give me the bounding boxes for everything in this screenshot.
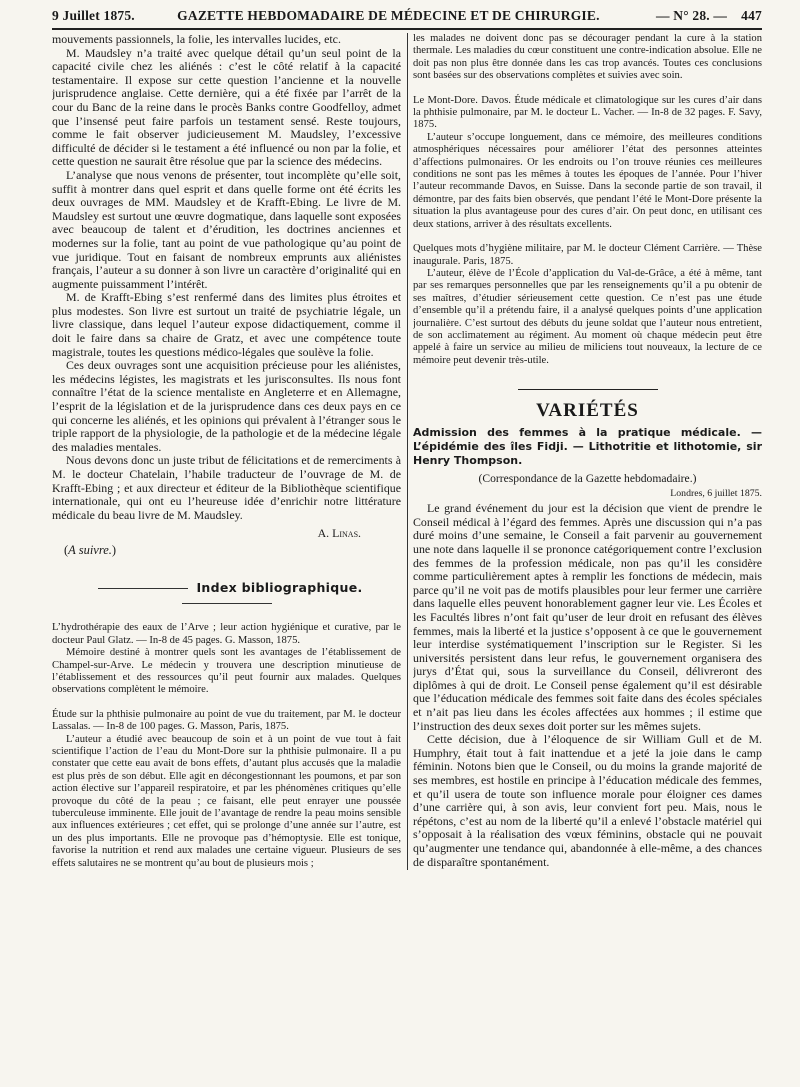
- bib-entry-text: Mémoire destiné à montrer quels sont les avantages de l’établissement de Champel-sur-Arve. Le médecin y trouvera une description minutieuse de l’établissement et des ressources qu’il peut fournir aux malades. Quelques observations complètent le mémoire.: [52, 647, 401, 696]
- column-divider: [407, 33, 408, 870]
- paragraph: mouvements passionnels, la folie, les intervalles lucides, etc.: [52, 33, 341, 46]
- bibliography: [52, 622, 401, 870]
- varietes-subheading: Admission des femmes à la pratique médicale. — L’épidémie des îles Fidji. — Lithotritie et lithotomie, sir Henry Thompson.: [413, 426, 762, 468]
- paragraph: M. Maudsley n’a traité avec quelque détail qu’un seul point de la capacité civile chez les aliénés : c’est le côté relatif à la capacité testamentaire. Il expose sur cette question l’ancienne et la nouvelle jurisprudence anglaise. Cette dernière, qui a été fixée par l’arrêt de la cour du Banc de la reine dans le procès Banks contre Goodfelloy, admet que l’insensé peut faire parfois un testament sensé. Reste toujours, comme le fait observer judicieusement M. Maudsley, l’excessive difficulté de décider si le testament a été influencé ou non par la folie, et cette question ne saurait être résolue que par la science des médecins.: [52, 45, 401, 169]
- issue-number: — N° 28. —: [655, 8, 728, 23]
- to-be-continued: ( A suivre. ): [52, 543, 401, 558]
- paragraph: Ces deux ouvrages sont une acquisition précieuse pour les aliénistes, les médecins légistes, les magistrats et les jurisconsultes. Ils nous font connaître l’état de la science mentaliste en Angleterre et en Allemagne, l’esprit de la législation et de la jurisprudence dans ces deux pays en ce qui concerne les aliénés, et les opinions qui prévalent à l’étranger sous le triple rapport de la physiologie, de la pathologie et de la médecine légale des maladies mentales.: [52, 358, 401, 454]
- paragraph: Nous devons donc un juste tribut de félicitations et de remerciments à M. le docteur Chatelain, l’habile traducteur de l’ouvrage de M. de Krafft-Ebing ; et aux directeur et éditeur de la Bibliothèque scientifique internationale, qui ont eu l’heureuse idée d’enrichir notre littérature médicale du beau livre de M. Maudsley.: [52, 453, 401, 522]
- author-signature: A. Linas.: [317, 526, 361, 541]
- section-rule: [518, 389, 658, 390]
- paragraph: Le grand événement du jour est la décision que vient de prendre le Conseil médical à l’égard des femmes. Après une discussion qui n’a pas duré moins d’une semaine, le Conseil a fait parvenir au gouvernement une note dans laquelle il se prononce catégoriquement contre l’exclusion des femmes de la profession médicale, non pas qu’il les considère comme particulièrement aptes à remplir les fonctions de médecin, mais parce qu’il ne voit pas de motifs plausibles pour leur fermer une carrière dans laquelle elles peuvent honorablement gagner leur vie. Les Écoles et les Facultés libres n’ont fait qu’user de leur droit en refusant des élèves femmes, mais la liberté et la justice s’opposent à ce que le gouvernement leur interdise systématiquement l’inscription sur le Register. Si les universités persistent dans leur refus, le gouvernement organisera des jurys d’État qui, sous la surveillance du Conseil, délivreront des diplômes à qui de droit. Le Conseil pense également qu’il est désirable que l’éducation médicale des femmes soit faite dans des écoles spéciales et n’ait pas lieu dans les écoles affectées aux hommes ; il estime que l’instruction des deux sexes doit porter sur les mêmes sujets.: [413, 501, 762, 733]
- paragraph: Cette décision, due à l’éloquence de sir William Gull et de M. Humphry, était tout à fait inattendue et a jeté la joie dans le camp féminin. Notons bien que le Conseil, ou du moins la grande majorité de ses membres, est hostile en principe à l’éducation médicale des femmes, et qu’il usera de toute son influence morale pour éloigner ces dames d’une carrière qui, à son avis, leur convient fort peu. Mais, nous le répétons, c’est au nom de la liberté qu’il a enlevé l’obstacle matériel qui s’opposait à la réalisation des vœux féminins, obstacle qui ne pouvait qu’augmenter une tendance qui, abandonnée à elle-même, a des chances de disparaître spontanément.: [413, 732, 762, 869]
- right-column: [413, 33, 762, 870]
- columns: [52, 33, 762, 870]
- bib-entry-text: L’auteur, élève de l’École d’application du Val-de-Grâce, a été à même, tant par ses remarques personnelles que par les renseignements qu’il a pu obtenir de ses maîtres, d’étudier sérieusement cette question. Ce n’est pas une étude d’ensemble qu’il a prétendu faire, il a analysé quelques points d’une application journalière. C’est surtout des débuts du jeune soldat que l’auteur nous entretient, de son acclimatement au régiment. Au moment où chaque médecin peut être appelé à faire un service au milieu de miliciens tout nouveaux, la lecture de ce mémoire peut devenir très-utile.: [413, 267, 762, 366]
- correspondence-note: (Correspondance de la Gazette hebdomadaire.): [478, 472, 697, 486]
- page-number: 447: [741, 8, 762, 23]
- journal-title: GAZETTE HEBDOMADAIRE DE MÉDECINE ET DE CHIRURGIE.: [177, 8, 600, 23]
- bibliography-continued: [413, 33, 762, 367]
- paragraph: L’analyse que nous venons de présenter, tout incomplète qu’elle soit, suffit à montrer dans quel esprit et dans quelle forme ont été écrits les deux ouvrages de MM. Maudsley et de Krafft-Ebing. Le livre de M. Maudsley est surtout une œuvre dogmatique, dans laquelle sont exposées avec beaucoup de talent et d’érudition, les doctrines anciennes et modernes sur la folie, tant au point de vue pathologique qu’au point de vue juridique. Tout en faisant de nombreux emprunts aux aliénistes français, l’auteur a su donner à son livre un caractère d’originalité qui en augmente puissamment l’intérêt.: [52, 167, 401, 291]
- left-column: [52, 33, 401, 870]
- bib-entry-title: L’hydrothérapie des eaux de l’Arve ; leur action hygiénique et curative, par le docteur Paul Glatz. — In-8 de 45 pages. G. Masson, 1875.: [52, 622, 401, 646]
- section-heading-index: Index bibliographique.: [52, 580, 401, 610]
- bib-entry-title: Étude sur la phthisie pulmonaire au point de vue du traitement, par M. le docteur Lassalas. — In-8 de 100 pages. G. Masson, Paris, 1875.: [52, 708, 401, 733]
- page-header: [52, 8, 762, 30]
- bib-entry-title: Quelques mots d’hygiène militaire, par M. le docteur Clément Carrière. — Thèse inaugurale. Paris, 1875.: [413, 243, 762, 267]
- issue-page: [642, 8, 762, 24]
- bib-entry-title: Le Mont-Dore. Davos. Étude médicale et climatologique sur les cures d’air dans la phthisie pulmonaire, par M. le docteur L. Vacher. — In-8 de 32 pages. F. Savy, 1875.: [413, 94, 762, 131]
- dateline: Londres, 6 juillet 1875.: [670, 488, 762, 500]
- issue-date: 9 Juillet 1875.: [52, 8, 135, 23]
- bib-entry-text: L’auteur s’occupe longuement, dans ce mémoire, des meilleures conditions atmosphériques nécessaires pour améliorer l’état des personnes atteintes d’affections pulmonaires. Or les endroits ou l’on trouve réunies ces meilleures conditions ne sont pas les mêmes à toutes les époques de l’année. Pour l’hiver l’auteur recommande Davos, en Suisse. Dans la seconde partie de son travail, il démontre, par des faits bien observés, que pendant l’été le Mont-Dore présente la situation la plus avantageuse pour des cures d’air. On peut donc, en utilisant ces deux stations, arriver à des résultats excellents.: [413, 131, 762, 230]
- section-heading-varietes: VARIÉTÉS: [536, 400, 639, 422]
- paragraph: M. de Krafft-Ebing s’est renfermé dans des limites plus étroites et plus modestes. Son livre est surtout un traité de psychiatrie légale, un livre classique, dans lequel l’auteur expose didactiquement, comme il doit le faire dans sa chaire de Gratz, et avec une compétence toute magistrale, toutes les questions médico-légales que soulève la folie.: [52, 290, 401, 359]
- bib-entry-text: L’auteur a étudié avec beaucoup de soin et à un point de vue tout à fait scientifique l’action de l’eau du Mont-Dore sur la phthisie pulmonaire. Il a pu constater que cette eau avait de bons effets, d’autant plus accusés que la maladie est plus près de son début. Elle agit en décongestionnant les poumons, et par son action élective sur l’appareil respiratoire, et par les phénomènes critiques qu’elle provoque du côté de la peau ; ce faisant, elle peut enrayer une poussée tuberculeuse imminente. Elle jouit de l’avantage de rendre la peau moins sensible aux influences extérieures ; cet effet, qui se prolonge d’une année sur l’autre, est un des plus importants. Elle ne provoque pas d’hémoptysie. Elle est tonique, favorise la nutrition et rend aux malades une certaine vigueur. Plusieurs de ses effets salutaires ne se montrent qu’au bout de plusieurs mois ;: [52, 733, 401, 869]
- bib-entry-text: les malades ne doivent donc pas se décourager pendant la cure à la station thermale. Les maladies du cœur constituent une contre-indication absolue. Elle ne doit pas non plus être donnée dans les cas trop avancés. Toutes ces conclusions sont basées sur des observations complètes et suivies avec soin.: [413, 33, 762, 82]
